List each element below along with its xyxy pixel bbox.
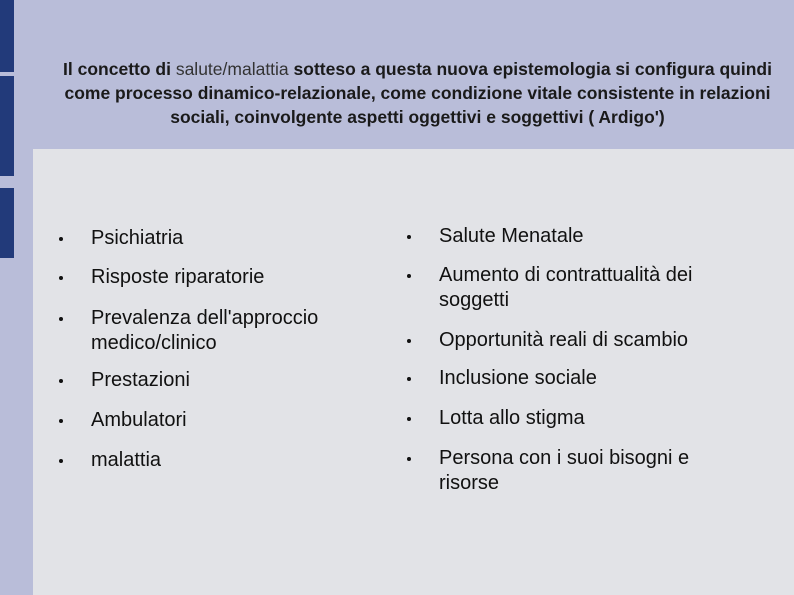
bullet-icon bbox=[407, 457, 411, 461]
accent-bar-middle bbox=[0, 76, 14, 176]
list-item: malattia bbox=[59, 448, 161, 473]
bullet-icon bbox=[407, 274, 411, 278]
list-item: Salute Menatale bbox=[407, 224, 584, 249]
bullet-icon bbox=[59, 379, 63, 383]
bullet-icon bbox=[59, 317, 63, 321]
bullet-icon bbox=[59, 237, 63, 241]
bullet-icon bbox=[407, 377, 411, 381]
list-item: Risposte riparatorie bbox=[59, 265, 264, 290]
bullet-icon bbox=[59, 276, 63, 280]
title-prefix: Il concetto di bbox=[63, 59, 176, 79]
bullet-icon bbox=[407, 235, 411, 239]
list-item: Lotta allo stigma bbox=[407, 406, 585, 431]
bullet-icon bbox=[407, 339, 411, 343]
slide-title bbox=[60, 57, 775, 129]
list-item: Ambulatori bbox=[59, 408, 187, 433]
list-item: Opportunità reali di scambio bbox=[407, 328, 688, 353]
bullet-icon bbox=[59, 419, 63, 423]
list-item: Psichiatria bbox=[59, 226, 183, 251]
accent-bar-bottom bbox=[0, 188, 14, 258]
list-item: Aumento di contrattualità dei soggetti bbox=[407, 263, 747, 313]
list-item: Prevalenza dell'approccio medico/clinico bbox=[59, 306, 359, 356]
accent-bar-top bbox=[0, 0, 14, 72]
list-item: Inclusione sociale bbox=[407, 366, 597, 391]
bullet-icon bbox=[407, 417, 411, 421]
list-item: Prestazioni bbox=[59, 368, 190, 393]
bullet-icon bbox=[59, 459, 63, 463]
title-suffix: sotteso a questa nuova epistemologia si configura quindi come processo dinamico-relazionale, come condizione vitale consistente in relazioni sociali, coinvolgente aspetti oggettivi e soggettivi ( Ardigo') bbox=[64, 59, 772, 127]
title-highlight: salute/malattia bbox=[175, 59, 289, 79]
list-item: Persona con i suoi bisogni e risorse bbox=[407, 446, 747, 496]
